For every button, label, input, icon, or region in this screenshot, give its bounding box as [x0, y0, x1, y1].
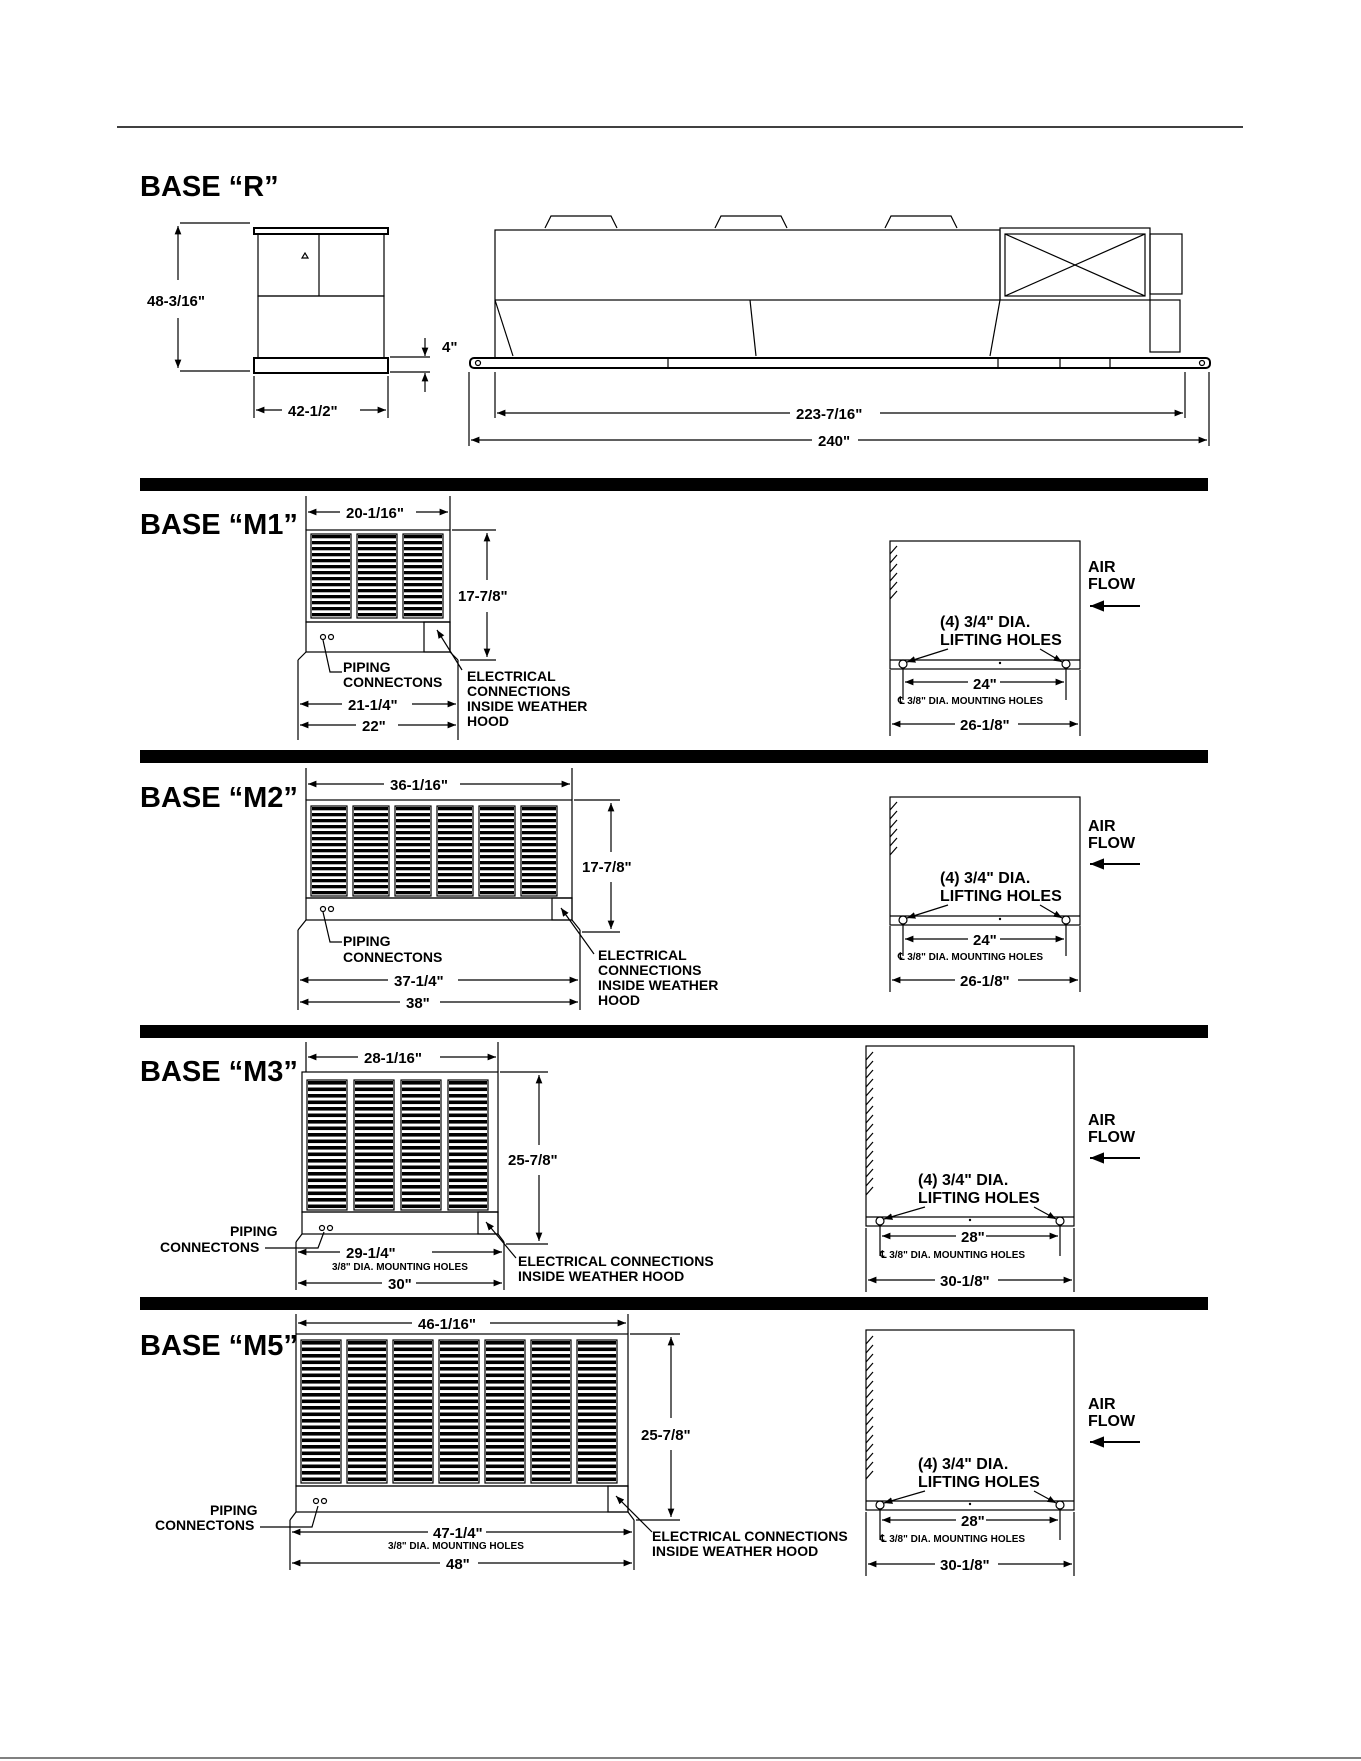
section-divider	[140, 478, 1208, 491]
section-title: BASE “M2”	[140, 782, 298, 814]
section-base-m3	[140, 1042, 1140, 1293]
side-view	[890, 797, 1080, 925]
mount-holes-label: ℄ 3/8" DIA. MOUNTING HOLES	[898, 696, 1044, 707]
lifting-label-line1: (4) 3/4" DIA.	[940, 870, 1031, 887]
electrical-label-line2: CONNECTIONS	[467, 683, 571, 699]
electrical-label-line2: INSIDE WEATHER HOOD	[518, 1268, 685, 1284]
lifting-label-line1: (4) 3/4" DIA.	[918, 1172, 1009, 1189]
side-mount-dimension: 28"	[961, 1513, 985, 1530]
overall-width-dimension: 38"	[406, 995, 430, 1012]
section-divider	[140, 1297, 1208, 1310]
lifting-label-line2: LIFTING HOLES	[940, 888, 1062, 905]
air-flow-label-line1: AIR	[1088, 1396, 1116, 1413]
inner-length-dimension: 223-7/16"	[796, 406, 863, 423]
section-base-r	[140, 171, 1210, 450]
lifting-label-line1: (4) 3/4" DIA.	[918, 1456, 1009, 1473]
front-mount-holes-label: 3/8" DIA. MOUNTING HOLES	[332, 1262, 468, 1273]
piping-label-line2: CONNECTONS	[343, 674, 443, 690]
piping-label-line1: PIPING	[210, 1502, 258, 1518]
mount-holes-label: ℄ 3/8" DIA. MOUNTING HOLES	[880, 1534, 1026, 1545]
section-base-m2	[140, 768, 1140, 1012]
electrical-label-line1: ELECTRICAL	[467, 668, 556, 684]
overall-width-dimension: 48"	[446, 1556, 470, 1573]
lifting-label-line2: LIFTING HOLES	[918, 1190, 1040, 1207]
section-title: BASE “M3”	[140, 1056, 298, 1088]
side-width-dimension: 30-1/8"	[940, 1557, 990, 1574]
mount-width-dimension: 21-1/4"	[348, 697, 398, 714]
section-base-m5	[140, 1314, 1140, 1576]
section-title: BASE “M5”	[140, 1330, 298, 1362]
height-dimension: 17-7/8"	[582, 859, 632, 876]
mount-holes-label: ℄ 3/8" DIA. MOUNTING HOLES	[898, 952, 1044, 963]
top-width-dimension: 46-1/16"	[418, 1316, 476, 1333]
height-dimension: 48-3/16"	[147, 293, 205, 310]
overall-width-dimension: 30"	[388, 1276, 412, 1293]
section-divider	[140, 750, 1208, 763]
side-width-dimension: 26-1/8"	[960, 973, 1010, 990]
side-width-dimension: 26-1/8"	[960, 717, 1010, 734]
electrical-label-line4: HOOD	[467, 713, 509, 729]
front-mount-holes-label: 3/8" DIA. MOUNTING HOLES	[388, 1541, 524, 1552]
front-view	[254, 228, 388, 373]
top-width-dimension: 20-1/16"	[346, 505, 404, 522]
air-flow-label-line1: AIR	[1088, 818, 1116, 835]
piping-label-line2: CONNECTONS	[160, 1239, 260, 1255]
air-flow-label-line2: FLOW	[1088, 1413, 1136, 1430]
electrical-label-line1: ELECTRICAL CONNECTIONS	[652, 1528, 848, 1544]
lifting-label-line1: (4) 3/4" DIA.	[940, 614, 1031, 631]
front-view	[296, 1072, 504, 1290]
overall-length-dimension: 240"	[818, 433, 851, 450]
section-title: BASE “R”	[140, 171, 279, 203]
side-view	[470, 216, 1210, 368]
air-flow-label-line1: AIR	[1088, 559, 1116, 576]
height-dimension: 17-7/8"	[458, 588, 508, 605]
electrical-label-line3: INSIDE WEATHER	[467, 698, 588, 714]
mount-width-dimension: 29-1/4"	[346, 1245, 396, 1262]
top-width-dimension: 36-1/16"	[390, 777, 448, 794]
section-divider	[140, 1025, 1208, 1038]
electrical-label-line3: INSIDE WEATHER	[598, 977, 719, 993]
top-width-dimension: 28-1/16"	[364, 1050, 422, 1067]
air-flow-label-line2: FLOW	[1088, 1129, 1136, 1146]
side-mount-dimension: 24"	[973, 676, 997, 693]
side-view	[890, 541, 1080, 669]
piping-label-line2: CONNECTONS	[155, 1517, 255, 1533]
side-width-dimension: 30-1/8"	[940, 1273, 990, 1290]
air-flow-label-line2: FLOW	[1088, 576, 1136, 593]
side-mount-dimension: 28"	[961, 1229, 985, 1246]
section-title: BASE “M1”	[140, 509, 298, 541]
electrical-label-line2: CONNECTIONS	[598, 962, 702, 978]
width-dimension: 42-1/2"	[288, 403, 338, 420]
piping-label-line1: PIPING	[343, 659, 391, 675]
side-mount-dimension: 24"	[973, 932, 997, 949]
mount-width-dimension: 37-1/4"	[394, 973, 444, 990]
height-dimension: 25-7/8"	[508, 1152, 558, 1169]
electrical-label-line2: INSIDE WEATHER HOOD	[652, 1543, 819, 1559]
piping-label-line2: CONNECTONS	[343, 949, 443, 965]
electrical-label-line1: ELECTRICAL CONNECTIONS	[518, 1253, 714, 1269]
air-flow-label-line1: AIR	[1088, 1112, 1116, 1129]
lifting-label-line2: LIFTING HOLES	[940, 632, 1062, 649]
air-flow-label-line2: FLOW	[1088, 835, 1136, 852]
electrical-label-line1: ELECTRICAL	[598, 947, 687, 963]
section-base-m1	[140, 496, 1140, 740]
mount-holes-label: ℄ 3/8" DIA. MOUNTING HOLES	[880, 1250, 1026, 1261]
base-height-dimension: 4"	[442, 339, 458, 356]
piping-label-line1: PIPING	[343, 933, 391, 949]
height-dimension: 25-7/8"	[641, 1427, 691, 1444]
mount-width-dimension: 47-1/4"	[433, 1525, 483, 1542]
lifting-label-line2: LIFTING HOLES	[918, 1474, 1040, 1491]
overall-width-dimension: 22"	[362, 718, 386, 735]
piping-label-line1: PIPING	[230, 1223, 278, 1239]
electrical-label-line4: HOOD	[598, 992, 640, 1008]
